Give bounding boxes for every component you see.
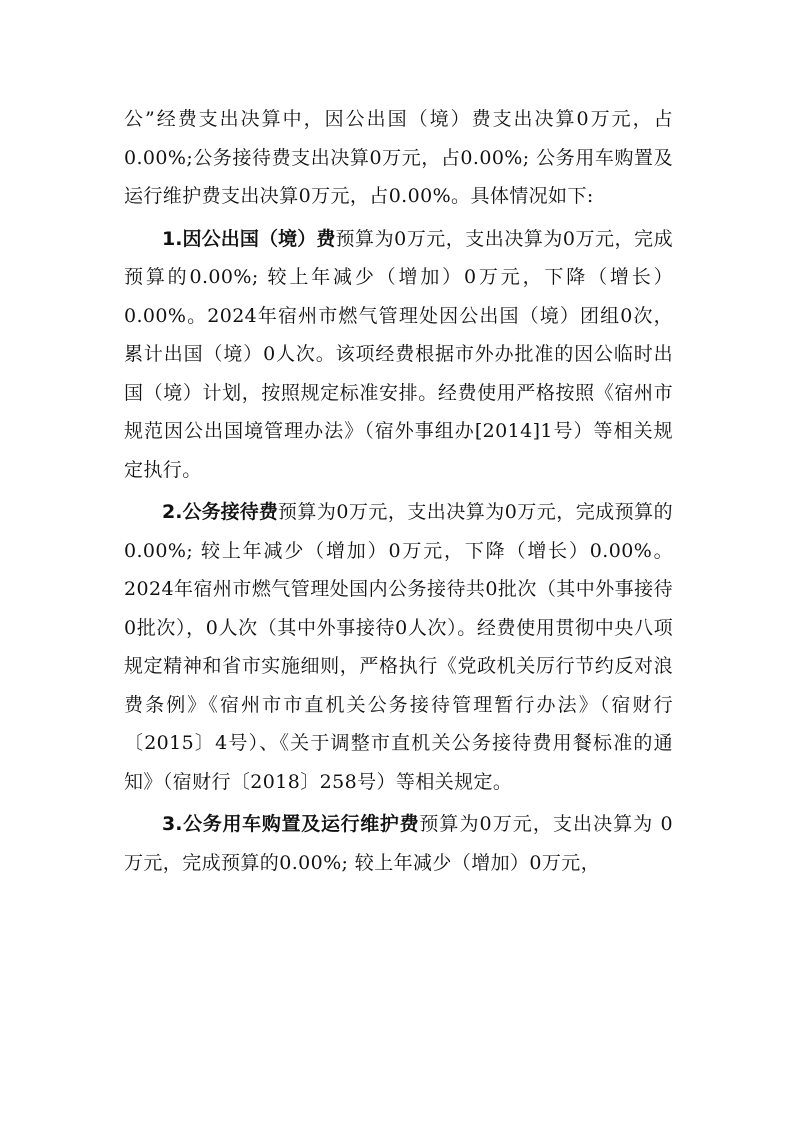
section-outbound-travel — [124, 220, 673, 490]
section-heading: 1.因公出国（境）费 — [162, 227, 336, 250]
section-heading: 3.公务用车购置及运行维护费 — [162, 813, 420, 835]
document-page — [124, 100, 673, 886]
section-body: 预算为0万元，支出决算为 0万元，完成预算的0.00%; 较上年减少（增加）0万元， — [124, 813, 673, 874]
section-official-reception — [124, 493, 673, 801]
section-body: 预算为0万元，支出决算为0万元，完成预算的0.00%; 较上年减少（增加）0万元，下降（增长）0.00%。2024年宿州市燃气管理处国内公务接待共0批次（其中外事接待0批次），0人次（其中外事接待0人次）。经费使用贯彻中央八项规定精神和省市实施细则，严格执行《党政机关厉行节约反对浪费条例》《宿州市市直机关公务接待管理暂行办法》（宿财行〔2015〕4号）、《关于调整市直机关公务接待费用餐标准的通知》（宿财行〔2018〕258号）等相关规定。 — [124, 501, 673, 793]
section-heading: 2.公务接待费 — [162, 501, 278, 523]
intro-paragraph: 公”经费支出决算中，因公出国（境）费支出决算0万元，占0.00%;公务接待费支出决算0万元，占0.00%; 公务用车购置及运行维护费支出决算0万元，占0.00%。具体情况如下: — [124, 108, 673, 207]
section-body: 预算为0万元，支出决算为0万元，完成预算的0.00%; 较上年减少（增加）0万元，下降（增长）0.00%。2024年宿州市燃气管理处因公出国（境）团组0次，累计出国（境）0人次。该项经费根据市外办批准的因公临时出国（境）计划，按照规定标准安排。经费使用严格按照《宿州市规范因公出国境管理办法》（宿外事组办[2014]1号）等相关规定执行。 — [124, 227, 673, 481]
section-official-vehicles — [124, 805, 673, 882]
